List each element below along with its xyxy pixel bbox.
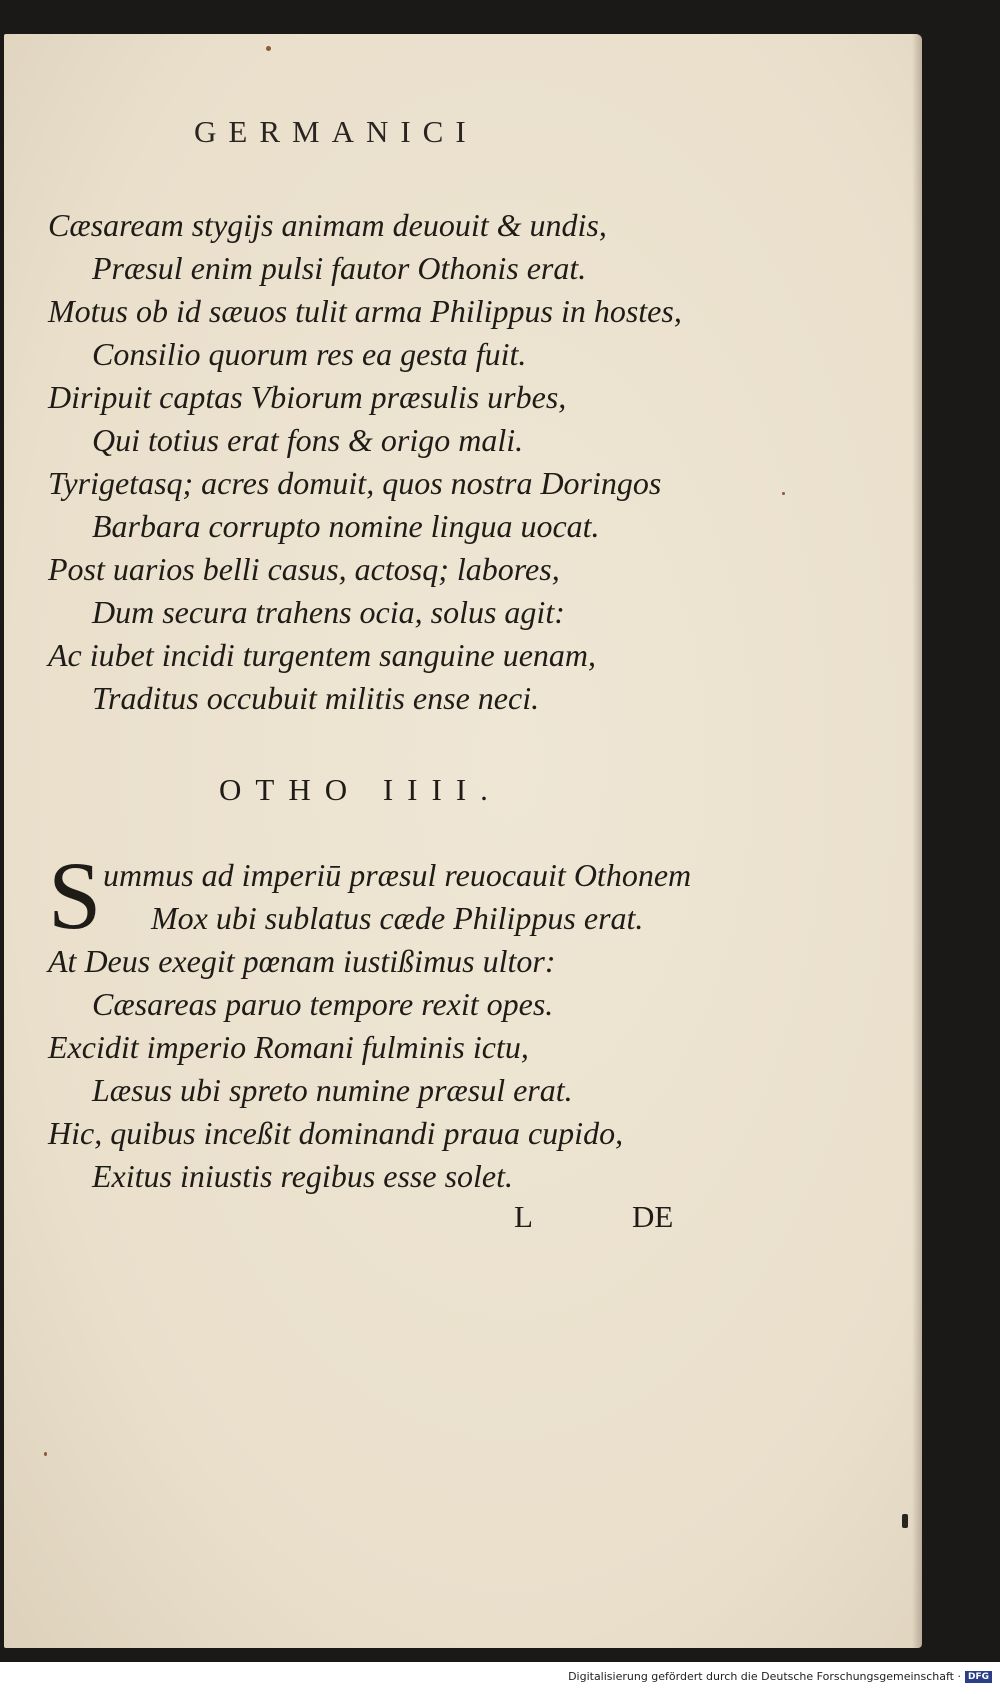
verse-line: Læsus ubi spreto numine præsul erat. [92, 1072, 573, 1108]
verse-line: Post uarios belli casus, actosq; labores, [48, 551, 560, 587]
drop-cap-block [48, 842, 768, 949]
verse-line: Præsul enim pulsi fautor Othonis erat. [92, 250, 587, 286]
signature-mark: L [514, 1199, 533, 1234]
verse-line: Ac iubet incidi turgentem sanguine uenam, [48, 637, 597, 673]
verse-line: Hic, quibus inceßit dominandi praua cupido, [48, 1115, 624, 1151]
verse-line: Motus ob id sæuos tulit arma Philippus in hostes, [48, 293, 682, 329]
running-head: GERMANICI [194, 114, 478, 149]
verse-line: ummus ad imperiū præsul reuocauit Othonem [103, 857, 692, 893]
dfg-logo: DFG [965, 1671, 992, 1683]
verse-block-bottom [48, 842, 768, 1198]
verse-line: Barbara corrupto nomine lingua uocat. [92, 508, 600, 544]
verse-line: Cæsareas paruo tempore rexit opes. [92, 986, 554, 1022]
section-title: OTHO IIII. [219, 772, 502, 807]
ink-speck [266, 46, 271, 51]
verse-line: Tyrigetasq; acres domuit, quos nostra Doringos [48, 465, 662, 501]
verse-line: Diripuit captas Vbiorum præsulis urbes, [48, 379, 567, 415]
verse-line: Cæsaream stygijs animam deuouit & undis, [48, 207, 607, 243]
verse-line: Mox ubi sublatus cæde Philippus erat. [151, 900, 644, 936]
verse-line: Qui totius erat fons & origo mali. [92, 422, 524, 458]
verse-line: Traditus occubuit militis ense neci. [92, 680, 540, 716]
verse-lines-bottom [48, 940, 768, 1198]
verse-line: Excidit imperio Romani fulminis ictu, [48, 1029, 529, 1065]
digitization-footer [568, 1670, 992, 1683]
ink-speck [902, 1514, 908, 1528]
verse-line: Consilio quorum res ea gesta fuit. [92, 336, 527, 372]
verse-line: At Deus exegit pœnam iustißimus ultor: [48, 943, 556, 979]
verse-line: Dum secura trahens ocia, solus agit: [92, 594, 565, 630]
page-edge-shadow [912, 34, 922, 1648]
footer-text: Digitalisierung gefördert durch die Deutsche Forschungsgemeinschaft · [568, 1670, 961, 1683]
ink-speck [782, 492, 785, 495]
catchword: DE [632, 1199, 674, 1234]
drop-cap: S [48, 842, 102, 949]
ink-speck [44, 1452, 47, 1456]
book-page [4, 34, 922, 1648]
verse-line: Exitus iniustis regibus esse solet. [92, 1158, 514, 1194]
verse-block-top [48, 204, 768, 720]
